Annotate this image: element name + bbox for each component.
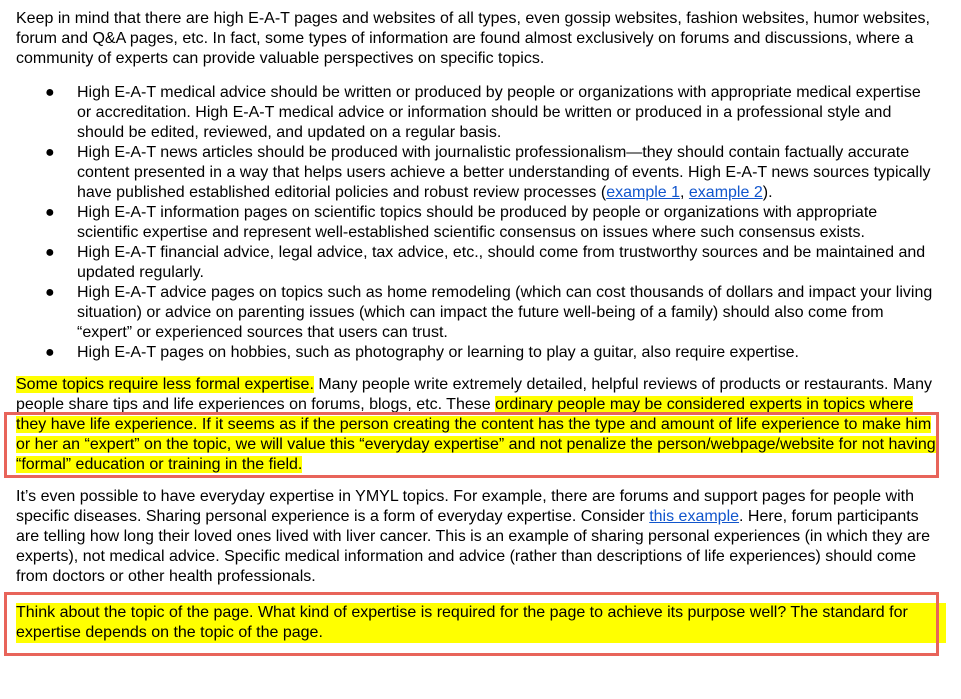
bullet-advice	[16, 283, 946, 343]
this-example-link[interactable]: this example	[649, 508, 740, 525]
bullet-advice-text: High E-A-T advice pages on topics such as home remodeling (which can cost thousands of dollars and impact your living situation) or advice on parenting issues (which can impact the future well-being of a family) should also come from “expert” or experienced sources that users can trust.	[77, 284, 933, 341]
reviews-text: Many people write extremely detailed, helpful reviews of products or restaurants. Many people share tips and life experiences on forums, blogs, etc. These	[16, 376, 932, 413]
topic-expertise-callout	[16, 603, 946, 643]
bullet-hobbies	[16, 343, 946, 363]
bullet-news-separator: ,	[680, 184, 689, 201]
bullet-dot-icon: ●	[45, 344, 55, 361]
bullet-scientific-text: High E-A-T information pages on scientific topics should be produced by people or organizations with appropriate scientific expertise and represent well-established scientific consensus on issues where such consensus exists.	[77, 204, 878, 241]
bullet-financial-text: High E-A-T financial advice, legal advice, tax advice, etc., should come from trustworthy sources and be maintained and updated regularly.	[77, 244, 926, 281]
bullet-dot-icon: ●	[45, 84, 55, 101]
bullet-dot-icon: ●	[45, 284, 55, 301]
bullet-dot-icon: ●	[45, 144, 55, 161]
intro-paragraph: Keep in mind that there are high E-A-T pages and websites of all types, even gossip websites, fashion websites, humor websites, forum and Q&A pages, etc. In fact, some types of information are found almost exclusively on forums and discussions, where a community of experts can provide valuable perspectives on specific topics.	[16, 10, 930, 67]
everyday-expertise-text	[16, 375, 946, 475]
everyday-expertise-paragraph	[16, 375, 946, 475]
example-1-link[interactable]: example 1	[606, 184, 681, 201]
highlight-ordinary-people: ordinary people may be considered experts in topics where they have life experience. If it seems as if the person creating the content has the type and amount of life experience to make him or her an “expert” on the topic, we will value this “everyday expertise” and not penalize the person/webpage/website for not having “formal” education or training in the field.	[16, 396, 936, 473]
bullet-dot-icon: ●	[45, 204, 55, 221]
bullet-scientific	[16, 203, 946, 243]
bullet-dot-icon: ●	[45, 244, 55, 261]
ymyl-paragraph	[16, 487, 946, 587]
bullet-hobbies-text: High E-A-T pages on hobbies, such as photography or learning to play a guitar, also require expertise.	[77, 344, 799, 361]
bullet-news-end: ).	[762, 184, 773, 201]
bullet-medical	[16, 83, 946, 143]
highlight-less-formal: Some topics require less formal expertise.	[16, 376, 314, 393]
bullet-news-text: High E-A-T news articles should be produced with journalistic professionalism—they should contain factually accurate content presented in a way that helps users achieve a better understanding of events. High E-A-T news sources typically have published established editorial policies and robust review processes (	[77, 144, 931, 201]
ymyl-text-end: . Here, forum participants are telling how long their loved ones lived with liver cancer. This is an example of sharing personal experiences (in which they are experts), not medical advice. Specific medical information and advice (rather than descriptions of life experiences) should come from doctors or other health professionals.	[16, 508, 930, 585]
bullet-news	[16, 143, 946, 203]
eat-bullet-list	[16, 83, 946, 363]
ymyl-text-start: It’s even possible to have everyday expertise in YMYL topics. For example, there are forums and support pages for people with specific diseases. Sharing personal experience is a form of everyday expertise. Consider	[16, 488, 914, 525]
topic-expertise-text: Think about the topic of the page. What kind of expertise is required for the page to achieve its purpose well? The standard for expertise depends on the topic of the page.	[16, 603, 946, 643]
bullet-financial	[16, 243, 946, 283]
document-page	[16, 9, 946, 643]
bullet-medical-text: High E-A-T medical advice should be written or produced by people or organizations with appropriate medical expertise or accreditation. High E-A-T medical advice or information should be written or produced in a professional style and should be edited, reviewed, and updated on a regular basis.	[77, 84, 921, 141]
example-2-link[interactable]: example 2	[688, 184, 763, 201]
